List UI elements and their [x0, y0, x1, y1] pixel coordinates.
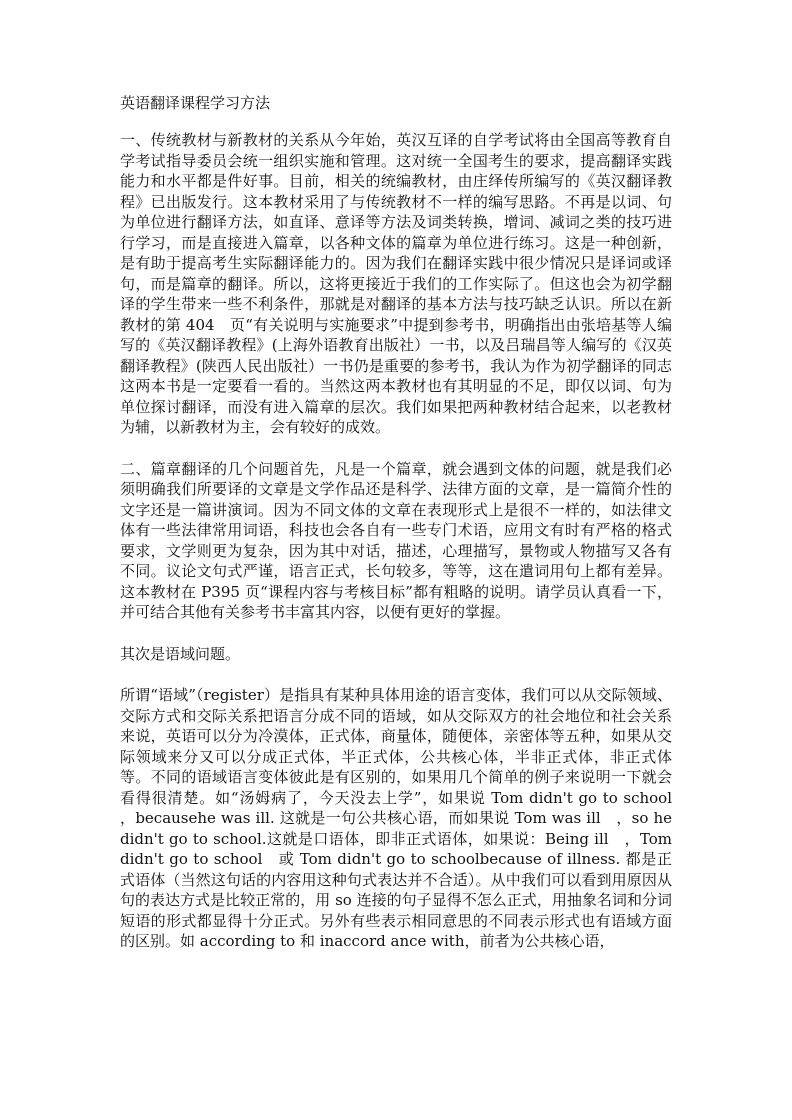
paragraph-discourse-issues: 二、篇章翻译的几个问题首先，凡是一个篇章，就会遇到文体的问题，就是我们必须明确我们所要译的文章是文学作品还是科学、法律方面的文章，是一篇简介性的文字还是一篇讲演词。因为不同文体的文章在表现形式上是很不一样的，如法律文体有一些法律常用词语，科技也会各自有一些专门术语，应用文有时有严格的格式要求，文学则更为复杂，因为其中对话，描述，心理描写，景物或人物描写又各有不同。议论文句式严谨，语言正式，长句较多，等等，这在遣词用句上都有差异。这本教材在 P395 页“课程内容与考核目标”都有粗略的说明。请学员认真看一下，并可结合其他有关参考书丰富其内容，以便有更好的掌握。 — [120, 459, 672, 621]
paragraph-register-explanation: 所谓“语域”（register）是指具有某种具体用途的语言变体，我们可以从交际领域、交际方式和交际关系把语言分成不同的语域，如从交际双方的社会地位和社会关系来说，英语可以分为冷漠体，正式体，商量体，随便体，亲密体等五种，如果从交际领域来分又可以分成正式体，半正式体，公共核心体，半非正式体，非正式体等。不同的语域语言变体彼此是有区别的，如果用几个简单的例子来说明一下就会看得很清楚。如“汤姆病了，今天没去上学”，如果说 Tom didn't go to school ，becausehe was ill. 这就是一句公共核心语，而如果说 Tom was ill ，so he didn't go to school.这就是口语体，即非正式语体，如果说：Being ill ，Tom didn't go to school 或 Tom didn't go to schoolbecause of illness. 都是正式语体（当然这句话的内容用这种句式表达并不合适）。从中我们可以看到用原因从句的表达方式是比较正常的，用 so 连接的句子显得不怎么正式，用抽象名词和分词短语的形式都显得十分正式。另外有些表示相同意思的不同表示形式也有语域方面的区别。如 according to 和 inaccord ance with，前者为公共核心语， — [120, 686, 688, 950]
paragraph-textbook-relation: 一、传统教材与新教材的关系从今年始，英汉互译的自学考试将由全国高等教育自学考试指导委员会统一组织实施和管理。这对统一全国考生的要求，提高翻译实践能力和水平都是件好事。目前，相关的统编教材，由庄绎传所编写的《英汉翻译教程》已出版发行。这本教材采用了与传统教材不一样的编写思路。不再是以词、句为单位进行翻译方法，如直译、意译等方法及词类转换，增词、减词之类的技巧进行学习，而是直接进入篇章，以各种文体的篇章为单位进行练习。这是一种创新，是有助于提高考生实际翻译能力的。因为我们在翻译实践中很少情况只是译词或译句，而是篇章的翻译。所以，这将更接近于我们的工作实际了。但这也会为初学翻译的学生带来一些不利条件，那就是对翻译的基本方法与技巧缺乏认识。所以在新教材的第 404 页“有关说明与实施要求”中提到参考书，明确指出由张培基等人编写的《英汉翻译教程》(上海外语教育出版社）一书，以及吕瑞昌等人编写的《汉英翻译教程》(陕西人民出版社）一书仍是重要的参考书，我认为作为初学翻译的同志这两本书是一定要看一看的。当然这两本教材也有其明显的不足，即仅以词、句为单位探讨翻译，而没有进入篇章的层次。我们如果把两种教材结合起来，以老教材为辅，以新教材为主，会有较好的成效。 — [120, 131, 672, 436]
document-page — [120, 92, 688, 952]
paragraph-register-heading: 其次是语域问题。 — [120, 644, 241, 663]
document-title: 英语翻译课程学习方法 — [120, 94, 271, 112]
